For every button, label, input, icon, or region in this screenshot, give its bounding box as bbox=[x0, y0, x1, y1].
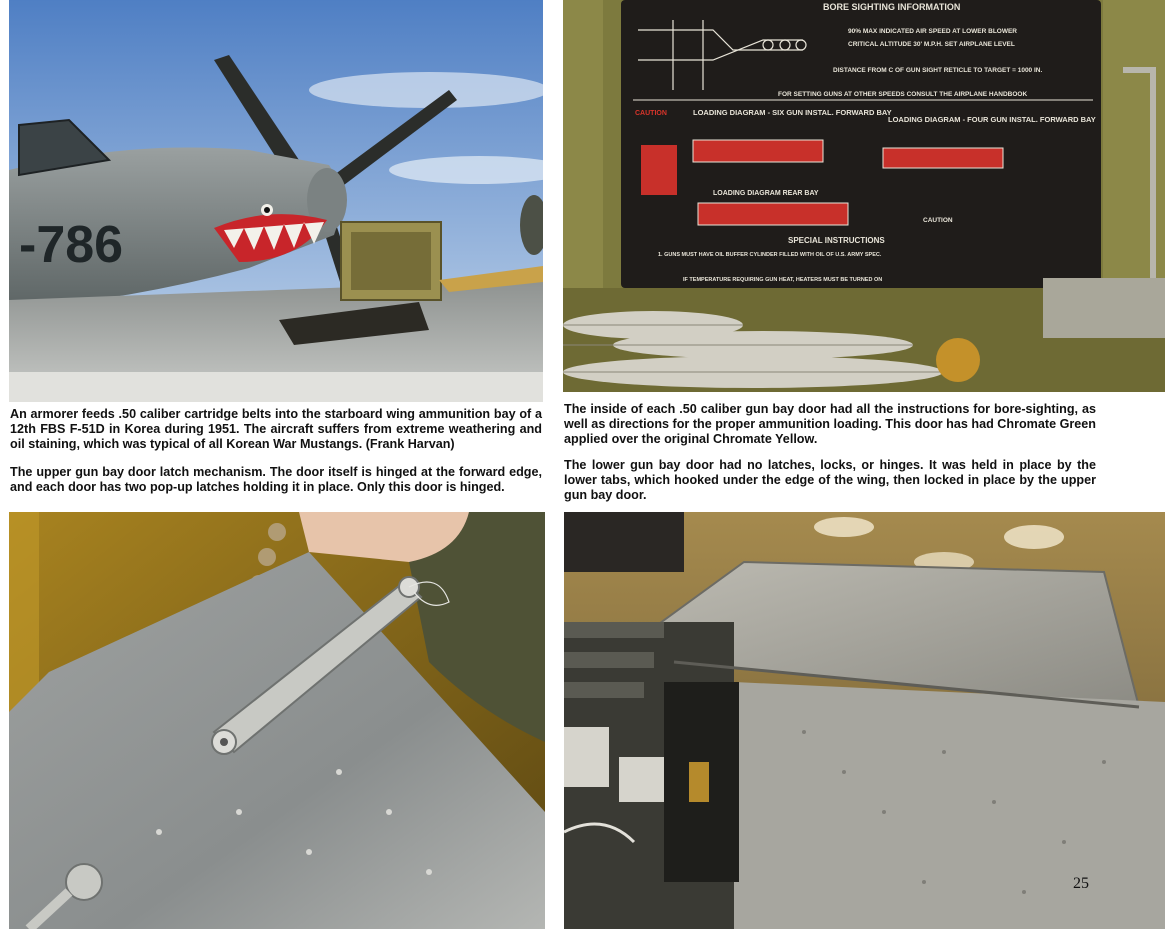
placard-line-1: 90% MAX INDICATED AIR SPEED AT LOWER BLOWER bbox=[848, 28, 1018, 35]
placard-line-3: DISTANCE FROM C OF GUN SIGHT RETICLE TO TARGET = 1000 IN. bbox=[833, 67, 1043, 74]
latch-image bbox=[9, 512, 545, 929]
placard-loading-four: LOADING DIAGRAM - FOUR GUN INSTAL. FORWARD BAY bbox=[888, 115, 1096, 124]
photo-mustang-armorer bbox=[9, 0, 543, 402]
caption-armorer: An armorer feeds .50 caliber cartridge belts into the starboard wing ammunition bay of a 12th FBS F-51D in Korea during 1951. The aircraft suffers from extreme weathering and oil staining, which was typical of all Korean War Mustangs. (Frank Harvan) bbox=[10, 407, 542, 451]
mustang-armorer-image bbox=[9, 0, 543, 402]
fuselage-code: -786 bbox=[19, 216, 124, 274]
placard-image bbox=[563, 0, 1165, 392]
placard-line-2: CRITICAL ALTITUDE 30' M.P.H. SET AIRPLANE LEVEL bbox=[848, 41, 1015, 48]
placard-caution: CAUTION bbox=[923, 217, 953, 224]
photo-lower-gun-bay-door bbox=[564, 512, 1165, 929]
photo-upper-door-latch bbox=[9, 512, 545, 929]
placard-instruction-1: 1. GUNS MUST HAVE OIL BUFFER CYLINDER FILLED WITH OIL OF U.S. ARMY SPEC. bbox=[658, 252, 882, 258]
placard-instruction-2: IF TEMPERATURE REQUIRING GUN HEAT, HEATERS MUST BE TURNED ON bbox=[683, 277, 883, 283]
placard-loading-rear: LOADING DIAGRAM REAR BAY bbox=[713, 190, 819, 197]
placard-line-4: FOR SETTING GUNS AT OTHER SPEEDS CONSULT THE AIRPLANE HANDBOOK bbox=[778, 91, 1028, 98]
placard-caution-red: CAUTION bbox=[635, 110, 667, 117]
caption-bay-door-inside: The inside of each .50 caliber gun bay door had all the instructions for bore-sighting, as well as directions for the proper ammunition loading. This door has had Chromate Green applied over the original Chromate Yellow. bbox=[564, 402, 1096, 446]
placard-title: BORE SIGHTING INFORMATION bbox=[823, 2, 961, 12]
placard-loading-six: LOADING DIAGRAM - SIX GUN INSTAL. FORWARD BAY bbox=[693, 108, 892, 117]
lower-door-image bbox=[564, 512, 1165, 929]
caption-upper-latch: The upper gun bay door latch mechanism. The door itself is hinged at the forward edge, and each door has two pop-up latches holding it in place. Only this door is hinged. bbox=[10, 465, 542, 494]
photo-gun-bay-door-placard bbox=[563, 0, 1165, 392]
placard-special: SPECIAL INSTRUCTIONS bbox=[788, 236, 885, 245]
caption-lower-door: The lower gun bay door had no latches, locks, or hinges. It was held in place by the lower tabs, which hooked under the edge of the wing, then locked in place by the upper gun bay door. bbox=[564, 458, 1096, 502]
page-number: 25 bbox=[1073, 875, 1089, 892]
